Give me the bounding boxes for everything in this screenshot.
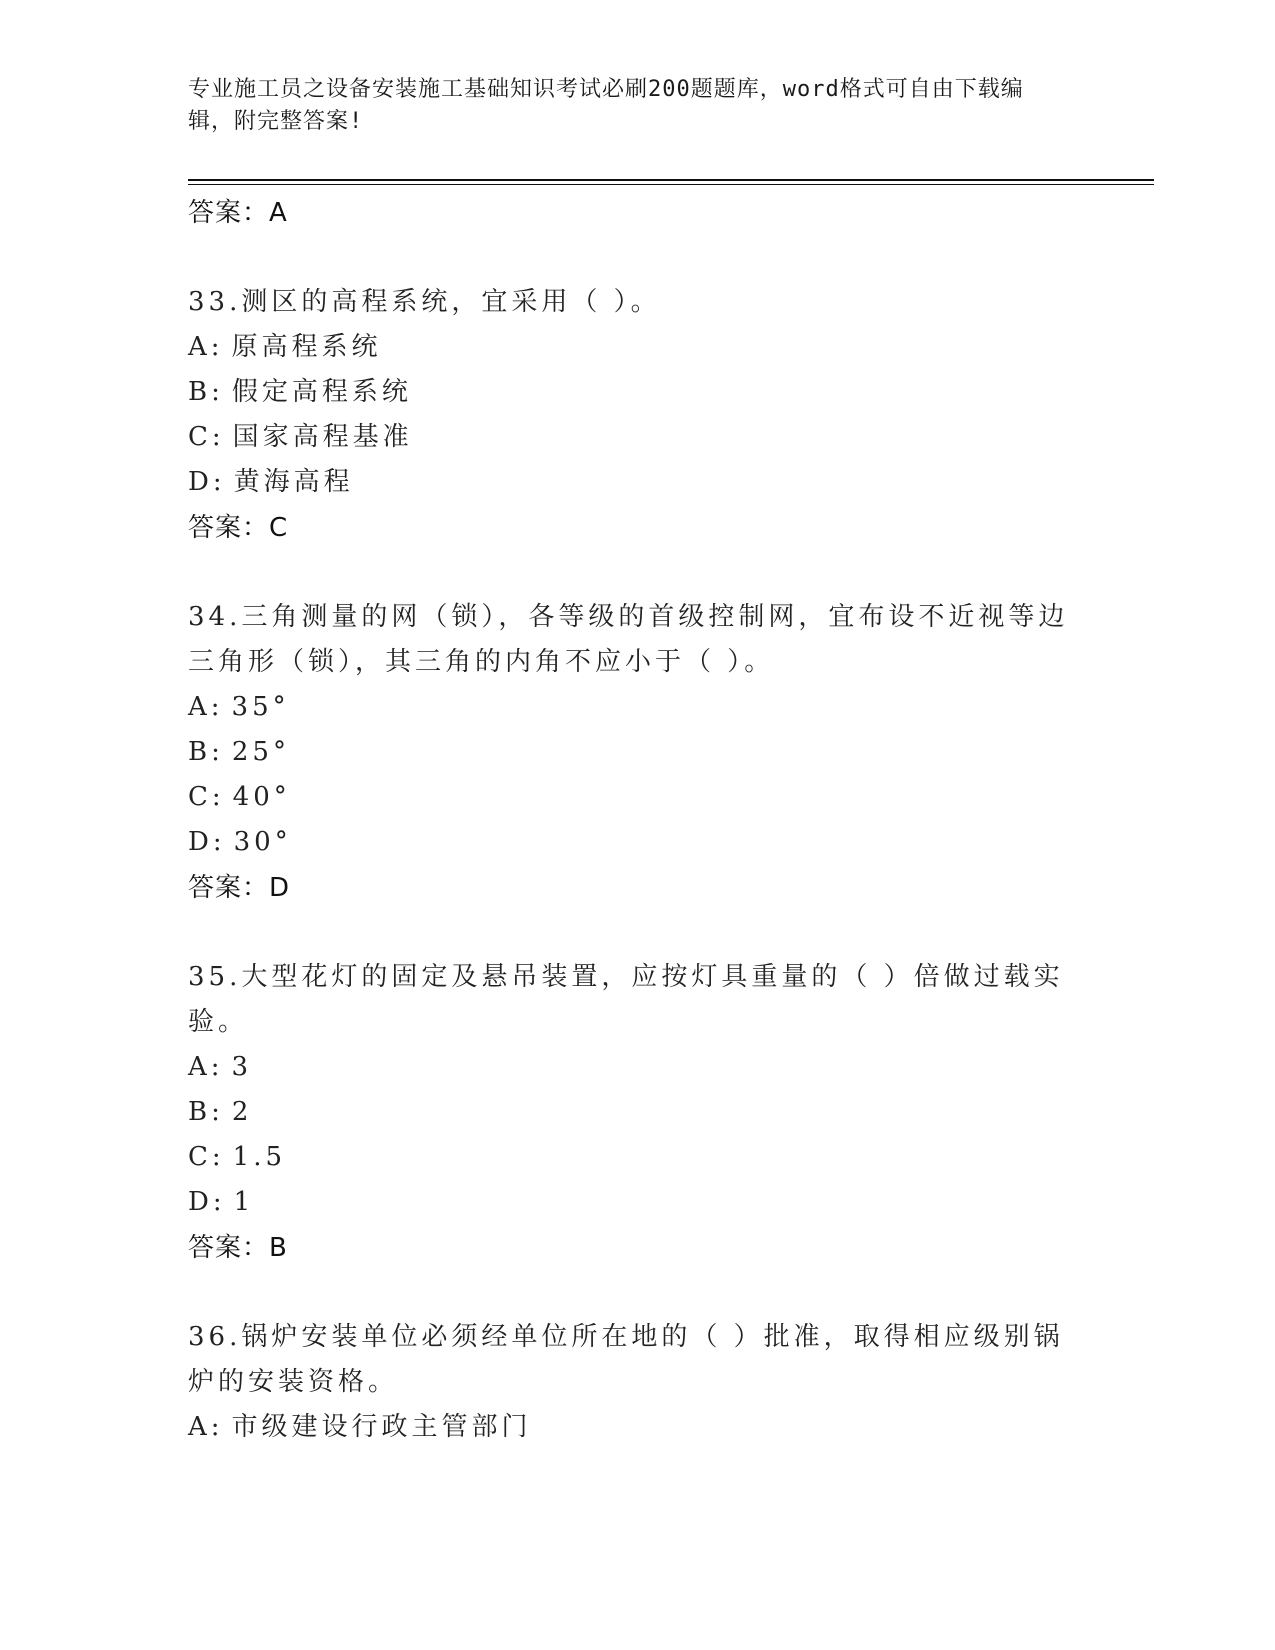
- answer-line: 答案：B: [188, 1233, 288, 1263]
- option-text: 25°: [231, 737, 290, 767]
- answer-option: [188, 325, 1088, 370]
- option-label: C:: [188, 422, 225, 452]
- option-text: 40°: [232, 782, 291, 812]
- header-divider-thin: [188, 184, 1154, 185]
- header-divider-thick: [188, 179, 1154, 181]
- option-label: C:: [188, 1142, 225, 1172]
- answer-option: [188, 775, 1088, 820]
- answer-option: [188, 1405, 1088, 1450]
- answer-option: [188, 1090, 1088, 1135]
- section-gap: [188, 1271, 1088, 1315]
- document-header: 专业施工员之设备安装施工基础知识考试必刷200题题库，word格式可自由下载编辑，附完整答案!: [188, 77, 1024, 134]
- answer-option: [188, 730, 1088, 775]
- question-stem: 35.大型花灯的固定及悬吊装置，应按灯具重量的（ ）倍做过载实验。: [188, 962, 1064, 1037]
- answer-option: [188, 1045, 1088, 1090]
- option-label: A:: [188, 1412, 224, 1442]
- option-label: C:: [188, 782, 225, 812]
- answer-option: [188, 1180, 1088, 1225]
- answer-line: 答案：C: [188, 513, 289, 543]
- option-text: 3: [231, 1052, 253, 1082]
- option-text: 市级建设行政主管部门: [231, 1412, 532, 1442]
- option-label: B:: [188, 1097, 224, 1127]
- option-text: 2: [231, 1097, 253, 1127]
- option-label: D:: [188, 1187, 226, 1217]
- option-text: 30°: [233, 827, 292, 857]
- option-label: A:: [188, 1052, 224, 1082]
- section-gap: [188, 911, 1088, 955]
- option-label: A:: [188, 332, 224, 362]
- answer-option: [188, 685, 1088, 730]
- question-stem: 33.测区的高程系统，宜采用（ ）。: [188, 287, 661, 317]
- answer-option: [188, 370, 1088, 415]
- option-text: 国家高程基准: [232, 422, 413, 452]
- section-gap: [188, 551, 1088, 595]
- option-text: 35°: [231, 692, 290, 722]
- option-text: 原高程系统: [231, 332, 382, 362]
- option-text: 1.5: [232, 1142, 287, 1172]
- answer-option: [188, 415, 1088, 460]
- question-stem: 34.三角测量的网（锁），各等级的首级控制网，宜布设不近视等边三角形（锁），其三角的内角不应小于（ ）。: [188, 602, 1069, 677]
- answer-option: [188, 820, 1088, 865]
- answer-option: [188, 1135, 1088, 1180]
- option-label: D:: [188, 467, 226, 497]
- option-label: B:: [188, 377, 224, 407]
- answer-line: 答案：A: [188, 198, 288, 228]
- option-text: 黄海高程: [233, 467, 354, 497]
- option-text: 1: [233, 1187, 255, 1217]
- option-label: D:: [188, 827, 226, 857]
- section-gap: [188, 236, 1088, 280]
- answer-line: 答案：D: [188, 873, 291, 903]
- option-text: 假定高程系统: [231, 377, 412, 407]
- question-list: [188, 190, 1088, 1450]
- answer-option: [188, 460, 1088, 505]
- question-stem: 36.锅炉安装单位必须经单位所在地的（ ）批准，取得相应级别锅炉的安装资格。: [188, 1322, 1064, 1397]
- option-label: A:: [188, 692, 224, 722]
- option-label: B:: [188, 737, 224, 767]
